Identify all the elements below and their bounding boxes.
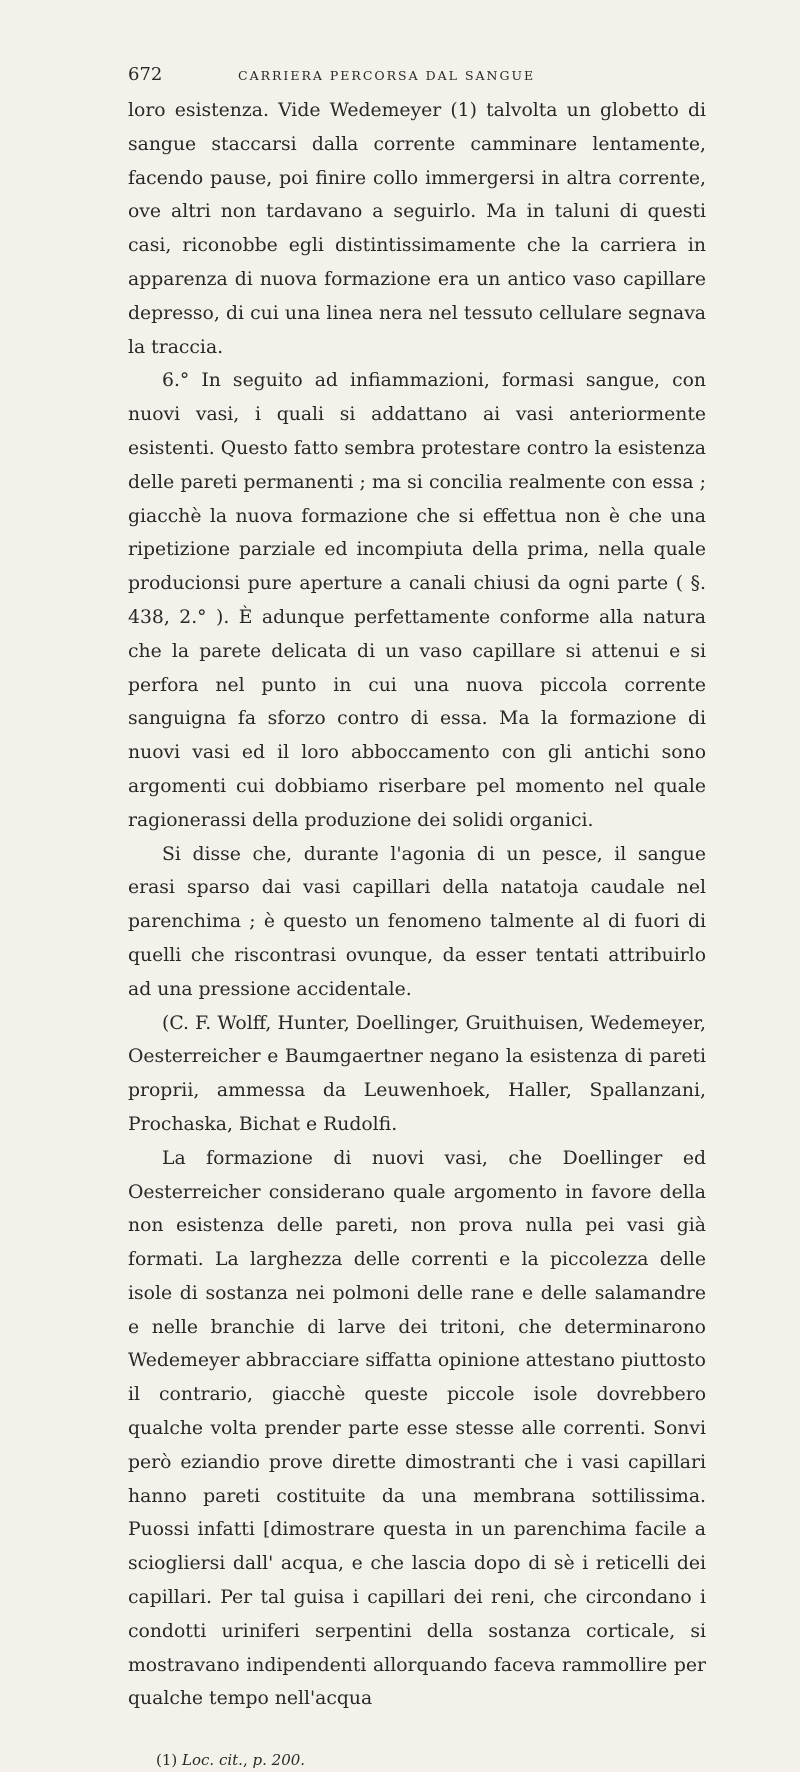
footnote-ref: Loc. cit.: [182, 1751, 243, 1770]
body-text: [128, 94, 706, 1716]
paragraph-inflammation: 6.° In seguito ad infiammazioni, formasi sangue, con nuovi vasi, i quali si addattano ai vasi anteriormente esistenti. Questo fatto sembra protestare contro la esistenza delle pareti permanenti ; ma si concilia realmente con essa ; giacchè la nuova formazione che si effettua non è che una ripetizione parziale ed incompiuta della prima, nella quale producionsi pure aperture a canali chiusi da ogni parte ( §. 438, 2.° ). È adunque perfettamente conforme alla natura che la parete delicata di un vaso capillare si attenui e si perfora nel punto in cui una nuova piccola corrente sanguigna fa sforzo contro di essa. Ma la formazione di nuovi vasi ed il loro abboccamento con gli antichi sono argomenti cui dobbiamo riserbare pel momento nel quale ragionerassi della produzione dei solidi organici.: [128, 370, 706, 831]
paragraph-new-vessels: La formazione di nuovi vasi, che Doellinger ed Oesterreicher considerano quale argomento in favore della non esistenza delle pareti, non prova nulla pei vasi già formati. La larghezza delle correnti e la piccolezza delle isole di sostanza nei polmoni delle rane e delle salamandre e nelle branchie di larve dei tritoni, che determinarono Wedemeyer abbracciare siffatta opinione attestano piuttosto il contrario, giacchè queste piccole isole dovrebbero qualche volta prender parte esse stesse alle correnti. Sonvi però eziandio prove dirette dimostranti che i vasi capillari hanno pareti costituite da una membrana sottilissima. Puossi infatti [dimostrare questa in un parenchima facile a sciogliersi dall' acqua, e che lascia dopo di sè i reticelli dei capillari. Per tal guisa i capillari dei reni, che circondano i condotti uriniferi serpentini della sostanza corticale, si mostravano indipendenti allorquando faceva rammollire per qualche tempo nell'acqua: [128, 1147, 706, 1710]
footnote-page: p. 200.: [252, 1751, 306, 1770]
page-number: 672: [128, 64, 163, 85]
paragraph-authors: (C. F. Wolff, Hunter, Doellinger, Gruithuisen, Wedemeyer, Oesterreicher e Baumgaertner negano la esistenza di pareti proprii, ammessa da Leuwenhoek, Haller, Spallanzani, Prochaska, Bichat e Rudolfi.: [128, 1012, 706, 1135]
paragraph-continuation: loro esistenza. Vide Wedemeyer (1) talvolta un globetto di sangue staccarsi dalla corrente camminare lentamente, facendo pause, poi finire collo immergersi in altra corrente, ove altri non tardavano a seguirlo. Ma in taluni di questi casi, riconobbe egli distintissimamente che la carriera in apparenza di nuova formazione era un antico vaso capillare depresso, di cui una linea nera nel tessuto cellulare segnava la traccia.: [128, 100, 706, 358]
footnote-separator: ,: [242, 1751, 253, 1770]
footnote-marker: (1): [156, 1751, 178, 1770]
running-head: [128, 64, 706, 94]
paragraph-fish-agony: Si disse che, durante l'agonia di un pesce, il sangue erasi sparso dai vasi capillari della natatoja caudale nel parenchima ; è questo un fenomeno talmente al di fuori di quelli che riscontrasi ovunque, da esser tentati attribuirlo ad una pressione accidentale.: [128, 843, 706, 1000]
running-title: CARRIERA PERCORSA DAL SANGUE: [238, 68, 536, 83]
footnote: [128, 1748, 706, 1772]
